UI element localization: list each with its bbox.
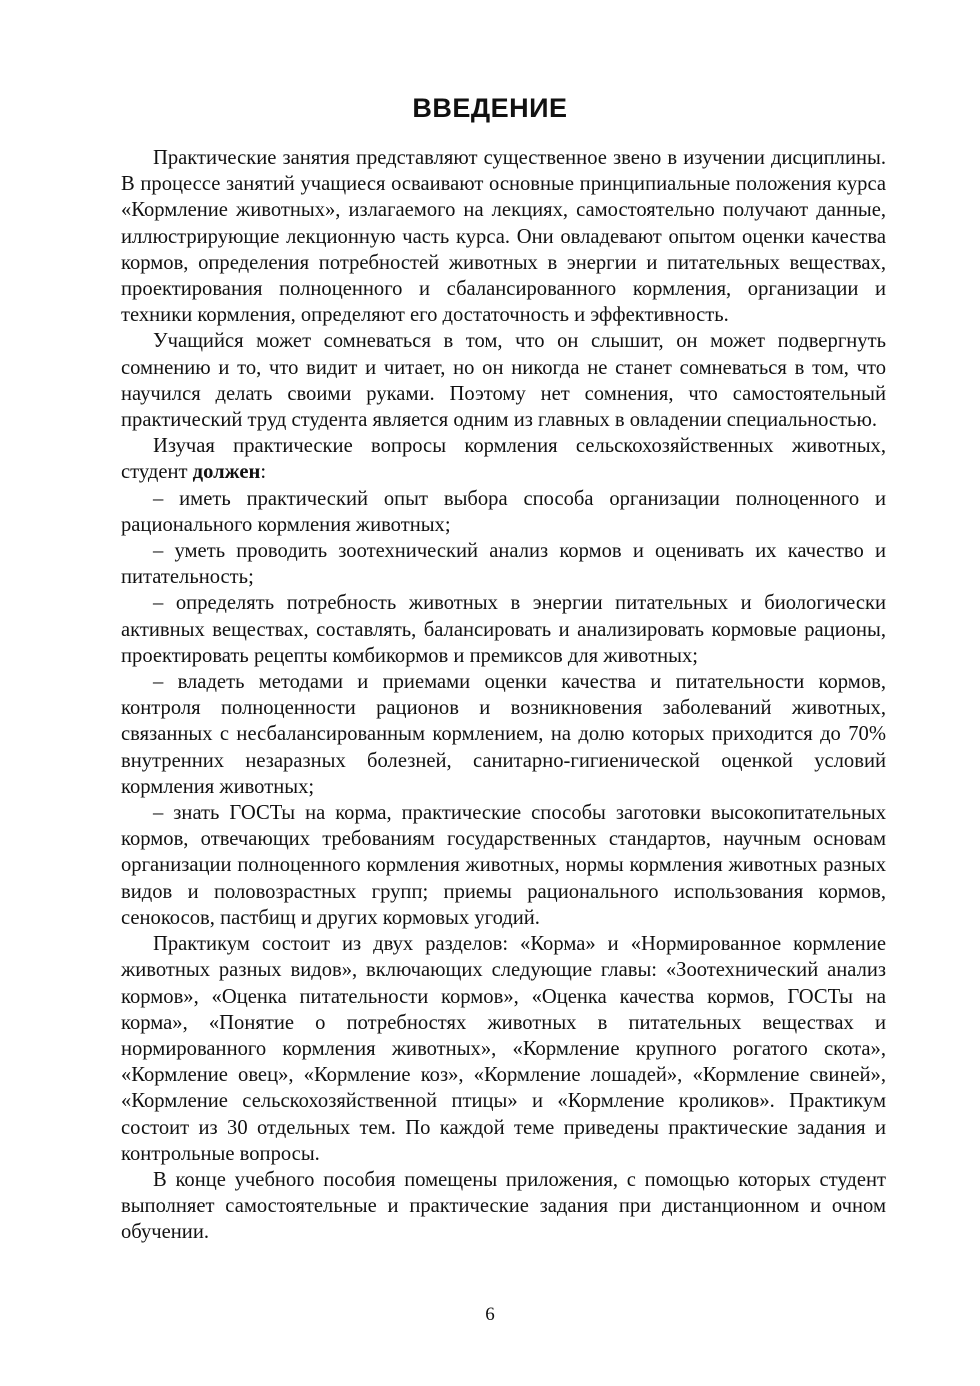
paragraph: Практикум состоит из двух разделов: «Корма» и «Нормированное кормление животных разных видов», включающих следующие главы: «Зоотехнический анализ кормов», «Оценка питательности кормов», «Оценка качества кормов, ГОСТы на корма», «Понятие о потребностях животных в питательных веществах и нормированного кормления животных», «Кормление крупного рогатого скота», «Кормление овец», «Кормление коз», «Кормление лошадей», «Кормление свиней», «Кормление сельскохозяйственной птицы» и «Кормление кроликов». Практикум состоит из 30 отдельных тем. По каждой теме приведены практические задания и контрольные вопросы. xyxy=(121,933,886,1165)
list-item: – иметь практический опыт выбора способа организации полноценного и рационального кормления животных; xyxy=(121,487,886,536)
list-item: – определять потребность животных в энергии питательных и биологически активных веществах, составлять, балансировать и анализировать кормовые рационы, проектировать рецепты комбикормов и премиксов для животных; xyxy=(121,592,886,667)
paragraph: Учащийся может сомневаться в том, что он слышит, он может подвергнуть сомнению и то, что видит и читает, но он никогда не станет сомневаться в том, что научился делать своими руками. Поэтому нет сомнения, что самостоятельный практический труд студента является одним из главных в овладении специальностью. xyxy=(121,330,886,432)
list-item: – владеть методами и приемами оценки качества и питательности кормов, контроля полноценности рационов и возникновения заболеваний животных, связанных с несбалансированным кормлением, на долю которых приходится до 70% внутренних незаразных болезней, санитарно-гигиенической оценкой условий кормления животных; xyxy=(121,671,886,798)
list-intro xyxy=(121,433,886,485)
paragraph: В конце учебного пособия помещены приложения, с помощью которых студент выполняет самостоятельные и практические задания при дистанционном и очном обучении. xyxy=(121,1168,886,1244)
page-title: ВВЕДЕНИЕ xyxy=(412,93,568,123)
body-text xyxy=(121,145,886,1246)
list-intro-text: Изучая практические вопросы кормления сельскохозяйственных животных, студент xyxy=(121,435,886,484)
page-number: 6 xyxy=(485,1304,495,1325)
list-intro-bold: должен xyxy=(192,461,261,484)
paragraph: Практические занятия представляют существенное звено в изучении дисциплины. В процессе занятий учащиеся осваивают основные принципиальные положения курса «Кормление животных», излагаемого на лекциях, самостоятельно получают данные, иллюстрирующие лекционную часть курса. Они овладевают опытом оценки качества кормов, определения потребностей животных в энергии и питательных веществах, проектирования полноценного и сбалансированного кормления, организации и техники кормления, определяют его достаточность и эффективность. xyxy=(121,147,886,327)
list-intro-end: : xyxy=(260,461,267,484)
list-item: – знать ГОСТы на корма, практические способы заготовки высокопитательных кормов, отвечающих требованиям государственных стандартов, научным основам организации полноценного кормления животных, нормы кормления животных разных видов и половозрастных групп; приемы рационального использования кормов, сенокосов, пастбищ и других кормовых угодий. xyxy=(121,802,886,929)
list-item: – уметь проводить зоотехнический анализ кормов и оценивать их качество и питательность; xyxy=(121,540,886,589)
